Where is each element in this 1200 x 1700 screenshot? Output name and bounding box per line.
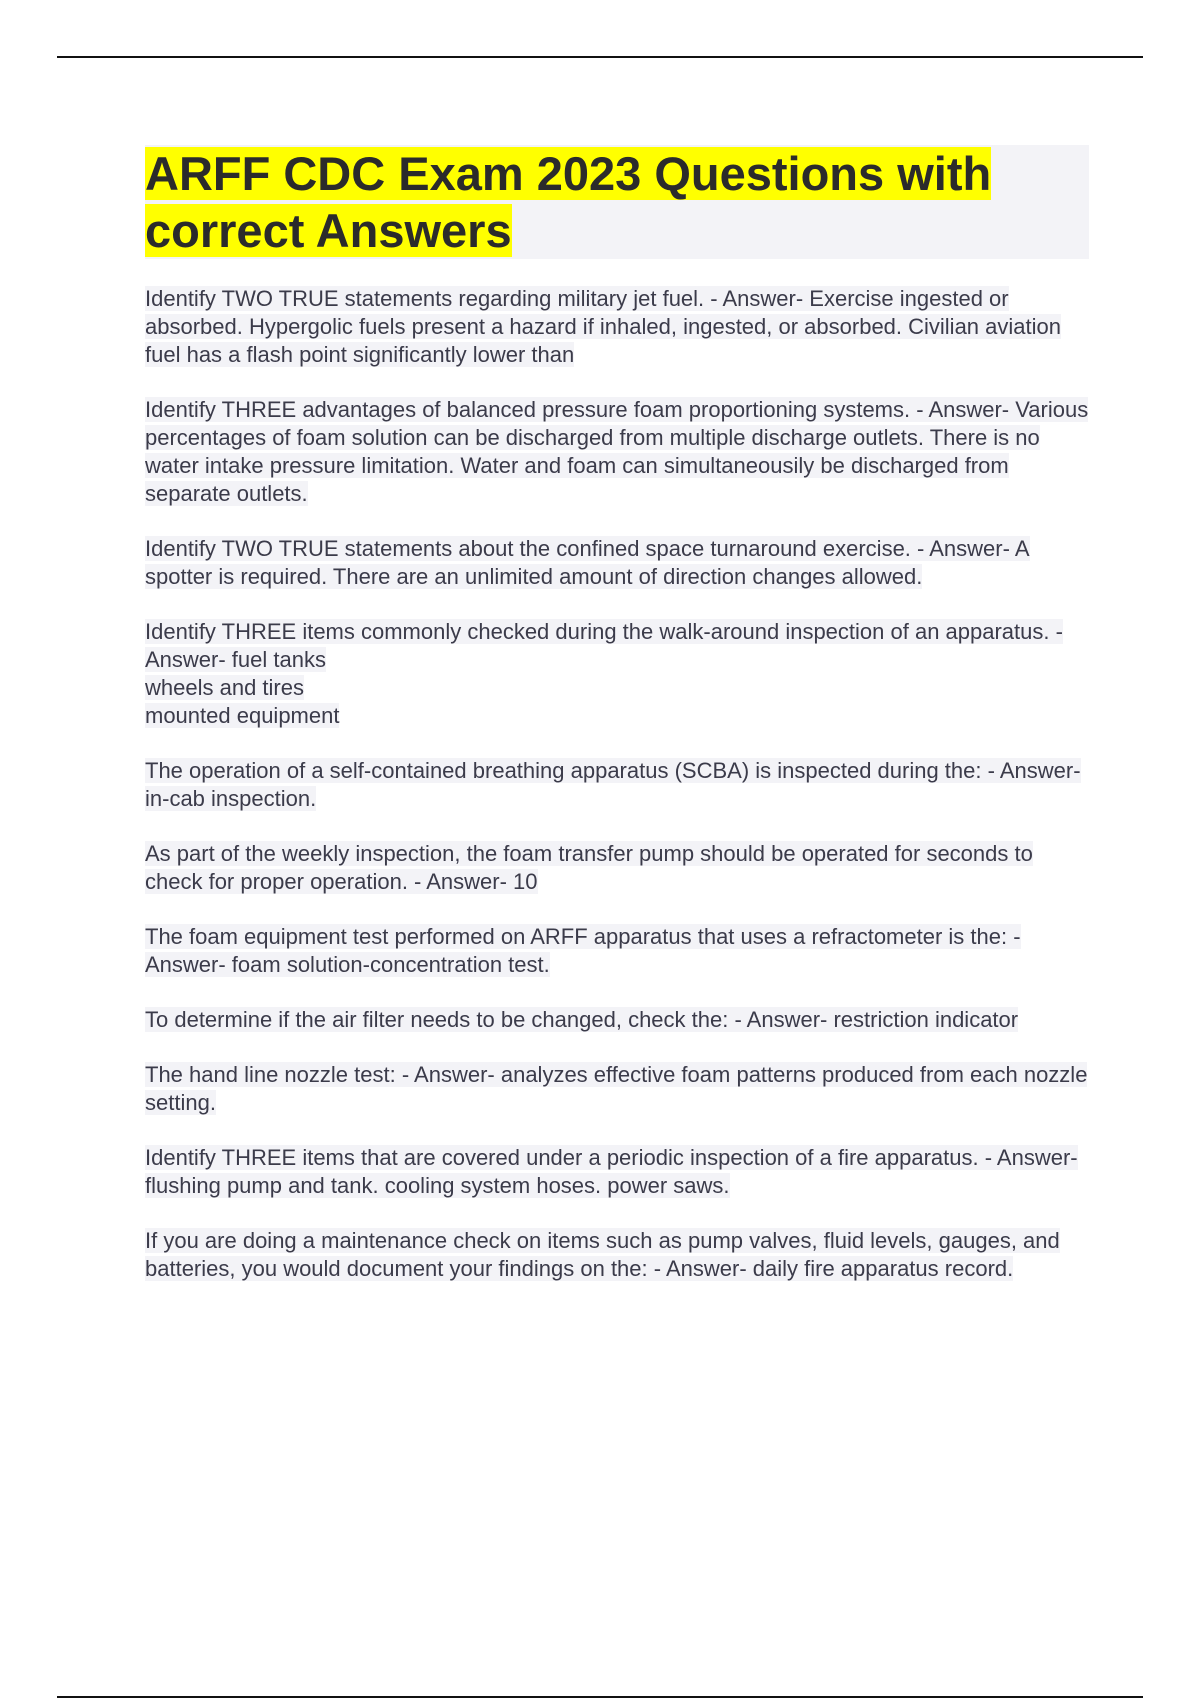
qa-entry-3: [145, 535, 1089, 591]
qa-entry-2: [145, 396, 1089, 508]
qa-entry-4: [145, 618, 1089, 730]
qa-entry-text: Identify TWO TRUE statements regarding military jet fuel. - Answer- Exercise ingested or absorbed. Hypergolic fuels present a hazard if inhaled, ingested, or absorbed. Civilian aviation fuel has a flash point significantly lower than: [145, 286, 1061, 367]
qa-entry-11: [145, 1227, 1089, 1283]
qa-entry-text: Identify THREE advantages of balanced pressure foam proportioning systems. - Answer- Various percentages of foam solution can be discharged from multiple discharge outlets. There is no water intake pressure limitation. Water and foam can simultaneousily be discharged from separate outlets.: [145, 397, 1089, 506]
qa-entry-text: To determine if the air filter needs to be changed, check the: - Answer- restriction indicator: [145, 1007, 1019, 1032]
qa-entry-text: Identify TWO TRUE statements about the confined space turnaround exercise. - Answer- A spotter is required. There are an unlimited amount of direction changes allowed.: [145, 536, 1030, 589]
document-title-text: ARFF CDC Exam 2023 Questions with correct Answers: [145, 147, 992, 257]
qa-entry-text: The foam equipment test performed on ARFF apparatus that uses a refractometer is the: - Answer- foam solution-concentration test.: [145, 924, 1021, 977]
document-body: [145, 145, 1089, 1310]
qa-entry-1: [145, 285, 1089, 369]
qa-entry-text: The hand line nozzle test: - Answer- analyzes effective foam patterns produced from each nozzle setting.: [145, 1062, 1088, 1115]
qa-entry-5: [145, 757, 1089, 813]
qa-entry-text: Identify THREE items that are covered under a periodic inspection of a fire apparatus. - Answer- flushing pump and tank. cooling system hoses. power saws.: [145, 1145, 1078, 1198]
qa-entry-8: [145, 1006, 1089, 1034]
bottom-rule: [57, 1696, 1143, 1698]
qa-entry-10: [145, 1144, 1089, 1200]
document-title: [145, 145, 1089, 259]
title-block: [145, 145, 1089, 259]
qa-entry-text: As part of the weekly inspection, the foam transfer pump should be operated for seconds to check for proper operation. - Answer- 10: [145, 841, 1033, 894]
top-rule: [57, 56, 1143, 58]
qa-entry-9: [145, 1061, 1089, 1117]
qa-entry-7: [145, 923, 1089, 979]
qa-entry-text: If you are doing a maintenance check on items such as pump valves, fluid levels, gauges, and batteries, you would document your findings on the: - Answer- daily fire apparatus record.: [145, 1228, 1060, 1281]
qa-entry-text: Identify THREE items commonly checked during the walk-around inspection of an apparatus. - Answer- fuel tanks wheels and tires mounted equipment: [145, 619, 1063, 728]
qa-entry-text: The operation of a self-contained breathing apparatus (SCBA) is inspected during the: - Answer- in-cab inspection.: [145, 758, 1081, 811]
qa-entry-6: [145, 840, 1089, 896]
